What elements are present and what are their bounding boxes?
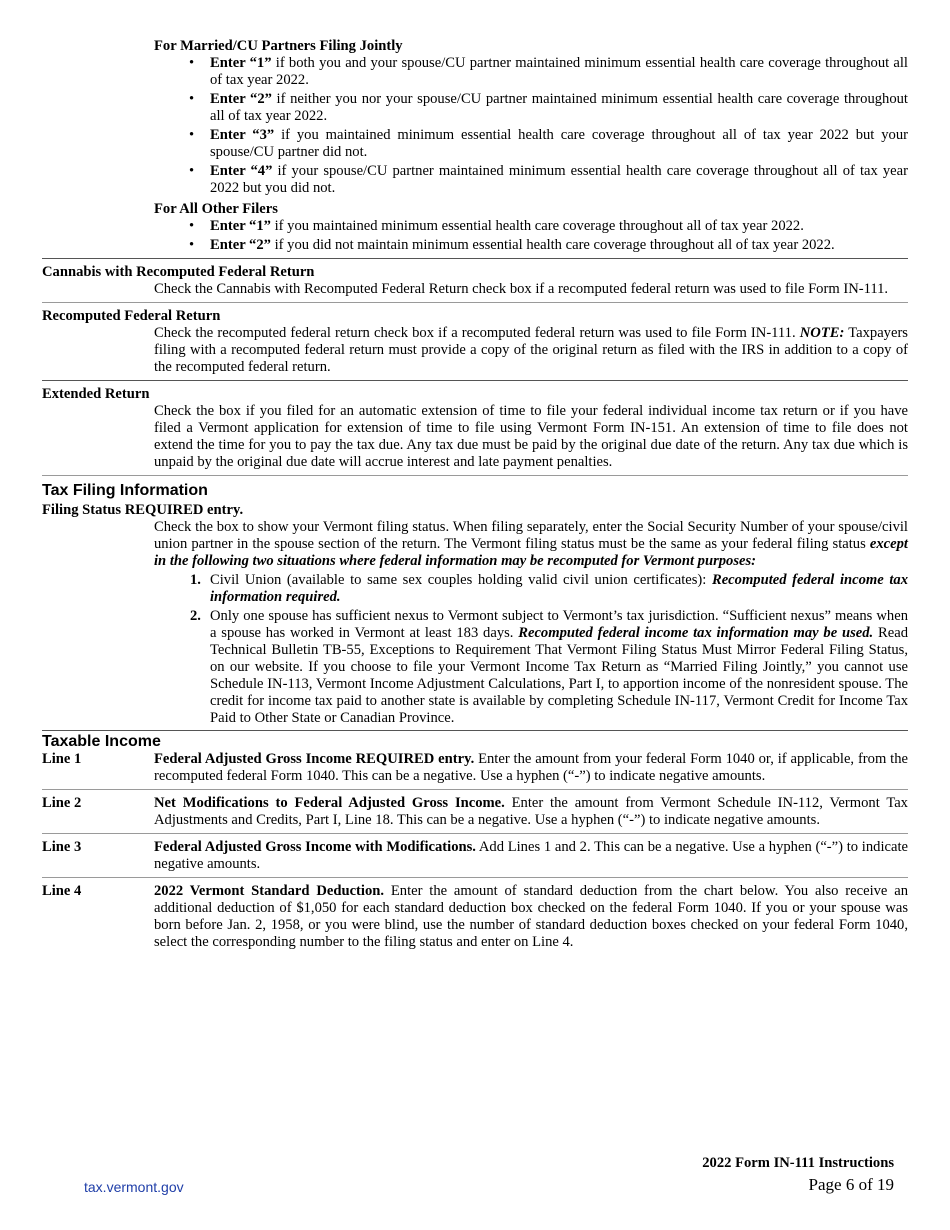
list-item: 2. Only one spouse has sufficient nexus to Vermont subject to Vermont’s tax jurisdiction. “Sufficient nexus” means when a spouse has worked in Vermont at least 183 days. Recomputed federal income tax information may be used. Read Technical Bulletin TB-55, Exceptions to Requirement That Vermont Filing Status Must Mirror Federal Filing Status, on our website. If you choose to file your Vermont Income Tax Return as “Married Filing Jointly,” you cannot use Schedule IN-113, Vermont Income Adjustment Calculations, Part I, to apportion income of the nonresident spouse. The credit for income tax paid to another state is available by completing Schedule IN-117, Vermont Credit for Income Tax Paid to Other State or Canadian Province. [190,608,908,726]
line-text: Federal Adjusted Gross Income REQUIRED entry. Enter the amount from your federal Form 1040 or, if applicable, from the recomputed federal Form 1040. This can be a negative. Use a hyphen (“-”) to indicate negative amounts. [154,751,909,784]
note-label: NOTE: [799,325,845,341]
line-4-row [42,883,908,951]
line-2-row [42,795,908,829]
list-item: 1. Civil Union (available to same sex couples holding valid civil union certificates): Recomputed federal income tax information required. [190,572,908,605]
list-item: • Enter “4” if your spouse/CU partner maintained minimum essential health care coverage throughout all of tax year 2022 but you did not. [210,163,908,197]
document-page [42,38,908,951]
section-divider [42,730,908,731]
section-divider [42,475,908,476]
married-heading: For Married/CU Partners Filing Jointly [154,38,403,54]
recomputed-title: Recomputed Federal Return [42,308,221,324]
website-link[interactable]: tax.vermont.gov [84,1179,184,1195]
line-label: Line 3 [42,839,82,855]
line-label: Line 4 [42,883,82,899]
line-text: 2022 Vermont Standard Deduction. Enter the amount of standard deduction from the chart below. You also receive an additional deduction of $1,050 for each standard deduction box checked on the federal Form 1040. If you or your spouse was born before Jan. 2, 1958, or you were blind, use the number of standard deduction boxes checked on your federal Form 1040, select the corresponding number to the filing status and enter on Line 4. [154,883,908,950]
line-label: Line 1 [42,751,82,767]
list-item: • Enter “1” if both you and your spouse/CU partner maintained minimum essential health care coverage throughout all of tax year 2022. [210,55,908,89]
section-divider [42,877,908,878]
form-title: 2022 Form IN-111 Instructions [702,1155,894,1171]
line-1-row [42,751,908,785]
married-list [42,55,908,197]
list-item: • Enter “2” if neither you nor your spouse/CU partner maintained minimum essential health care coverage throughout all of tax year 2022. [210,91,908,125]
line-3-row [42,839,908,873]
recomputed-body: Check the recomputed federal return check box if a recomputed federal return was used to file Form IN-111. NOTE: Taxpayers filing with a recomputed federal return must provide a copy of the original return as filed with the IRS in addition to a copy of the recomputed federal return. [154,325,908,375]
cannabis-body: Check the Cannabis with Recomputed Federal Return check box if a recomputed federal return was used to file Form IN-111. [154,281,889,297]
list-item: • Enter “2” if you did not maintain minimum essential health care coverage throughout all of tax year 2022. [210,237,908,254]
page-number: Page 6 of 19 [808,1175,894,1194]
list-item: • Enter “3” if you maintained minimum essential health care coverage throughout all of tax year 2022 but your spouse/CU partner did not. [210,127,908,161]
extended-title: Extended Return [42,386,150,402]
cannabis-title: Cannabis with Recomputed Federal Return [42,264,315,280]
section-divider [42,789,908,790]
filing-status-title: Filing Status REQUIRED entry. [42,502,244,518]
list-item: • Enter “1” if you maintained minimum essential health care coverage throughout all of tax year 2022. [210,218,908,235]
section-divider [42,302,908,303]
tax-filing-heading: Tax Filing Information [42,482,208,499]
line-label: Line 2 [42,795,82,811]
section-divider [42,833,908,834]
filing-status-exceptions [42,572,908,727]
line-text: Net Modifications to Federal Adjusted Gross Income. Enter the amount from Vermont Schedule IN-112, Vermont Tax Adjustments and Credits, Part I, Line 18. This can be a negative. Use a hyphen (“-”) to indicate negative amounts. [154,795,908,828]
other-filers-heading: For All Other Filers [154,201,278,217]
other-filers-list [42,218,908,254]
extended-body: Check the box if you filed for an automatic extension of time to file your federal individual income tax return or if you have filed a Vermont application for extension of time to file using Vermont Form IN-151. An extension of time to file does not extend the time for you to pay the tax due. Any tax due must be paid by the original due date of the return. Any tax due which is unpaid by the original due date will accrue interest and late payment penalties. [154,403,908,470]
taxable-income-heading: Taxable Income [42,733,161,750]
section-divider [42,258,908,259]
section-divider [42,380,908,381]
filing-status-body: Check the box to show your Vermont filing status. When filing separately, enter the Social Security Number of your spouse/civil union partner in the spouse section of the return. The Vermont filing status must be the same as your federal filing status except in the following two situations where federal information may be recomputed for Vermont purposes: [154,519,908,569]
line-text: Federal Adjusted Gross Income with Modifications. Add Lines 1 and 2. This can be a negative. Use a hyphen (“-”) to indicate negative amounts. [154,839,908,872]
